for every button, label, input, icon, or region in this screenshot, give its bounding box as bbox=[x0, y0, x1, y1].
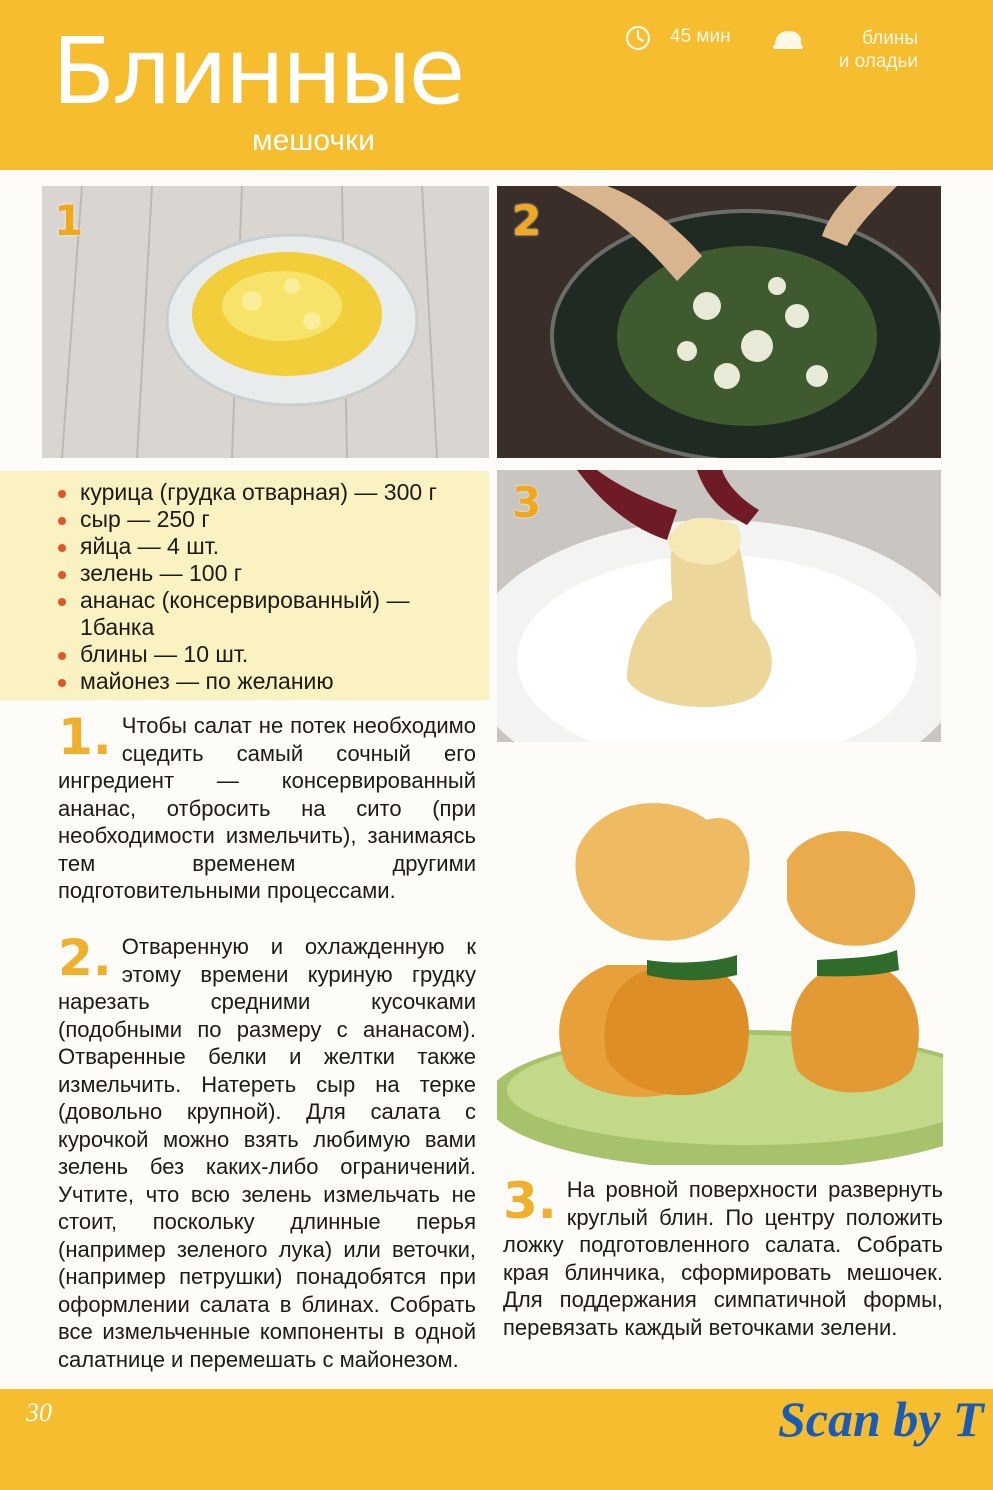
step-2-photo bbox=[497, 186, 941, 458]
step-3-text: На ровной поверхности развернуть круглый блин. По центру положить ложку подготовленного салата. Собрать края блинчика, сформировать мешочек. Для поддержания симпатичной формы, перевязать каждый веточками зелени. bbox=[503, 1177, 943, 1340]
ingredients-list bbox=[55, 479, 485, 695]
ingredient-item: сыр — 250 г bbox=[55, 506, 485, 533]
pineapple-bowl-image bbox=[42, 186, 489, 458]
step-3-number: 3. bbox=[503, 1172, 557, 1230]
step-1-instructions bbox=[58, 708, 476, 905]
page-title: Блинные bbox=[52, 18, 463, 125]
ingredient-item: майонез — по желанию bbox=[55, 668, 485, 695]
step-2-number: 2. bbox=[58, 929, 112, 987]
cooking-time: 45 мин bbox=[670, 26, 731, 47]
final-dish-photo bbox=[497, 770, 943, 1165]
cap-icon bbox=[772, 28, 804, 50]
step-3-photo bbox=[497, 470, 941, 742]
scan-credit: Scan by T bbox=[778, 1391, 984, 1447]
category-line-2: и оладьи bbox=[838, 51, 918, 72]
forming-pouch-image bbox=[497, 470, 941, 742]
ingredient-item: курица (грудка отварная) — 300 г bbox=[55, 479, 485, 506]
step-2-text: Отваренную и охлажденную к этому времени куриную грудку нарезать средними кусочками (подобными по размеру с ананасом). Отваренные белки и желтки также измельчить. Натереть сыр на терке (довольно крупной). Для салата с курочкой можно взять любимую вами зелень без каких-либо ограничений. Учтите, что всю зелень измельчать не стоит, поскольку длинные перья (например зеленого лука) или веточки, (например петрушки) понадобятся при оформлении салата в блинах. Собрать все измельченные компоненты в одной салатнице и перемешать с майонезом. bbox=[58, 934, 476, 1372]
ingredient-item: блины — 10 шт. bbox=[55, 641, 485, 668]
clock-icon bbox=[624, 24, 652, 52]
step-1-text: Чтобы салат не потек необходимо сцедить самый сочный его ингредиент — консервированный ананас, отбросить на сито (при необходимости измельчить), занимаясь тем временем другими подготовительными процессами. bbox=[58, 713, 476, 903]
page-number: 30 bbox=[26, 1398, 52, 1427]
ingredient-item: ананас (консервированный) — 1банка bbox=[55, 587, 420, 641]
category-line-1: блины bbox=[862, 28, 918, 49]
photo-step-2-number: 2 bbox=[512, 196, 542, 245]
step-3-instructions bbox=[503, 1172, 943, 1341]
step-2-instructions bbox=[58, 929, 476, 1373]
pancake-pouches-image bbox=[497, 770, 943, 1165]
page-subtitle: мешочки bbox=[252, 124, 375, 157]
ingredient-item: зелень — 100 г bbox=[55, 560, 485, 587]
step-1-photo bbox=[42, 186, 489, 458]
ingredients-box bbox=[0, 471, 489, 700]
mixing-bowl-image bbox=[497, 186, 941, 458]
ingredient-item: яйца — 4 шт. bbox=[55, 533, 485, 560]
photo-step-1-number: 1 bbox=[54, 196, 84, 245]
photo-step-3-number: 3 bbox=[512, 478, 542, 527]
category-label bbox=[818, 27, 918, 73]
step-1-number: 1. bbox=[58, 708, 112, 766]
